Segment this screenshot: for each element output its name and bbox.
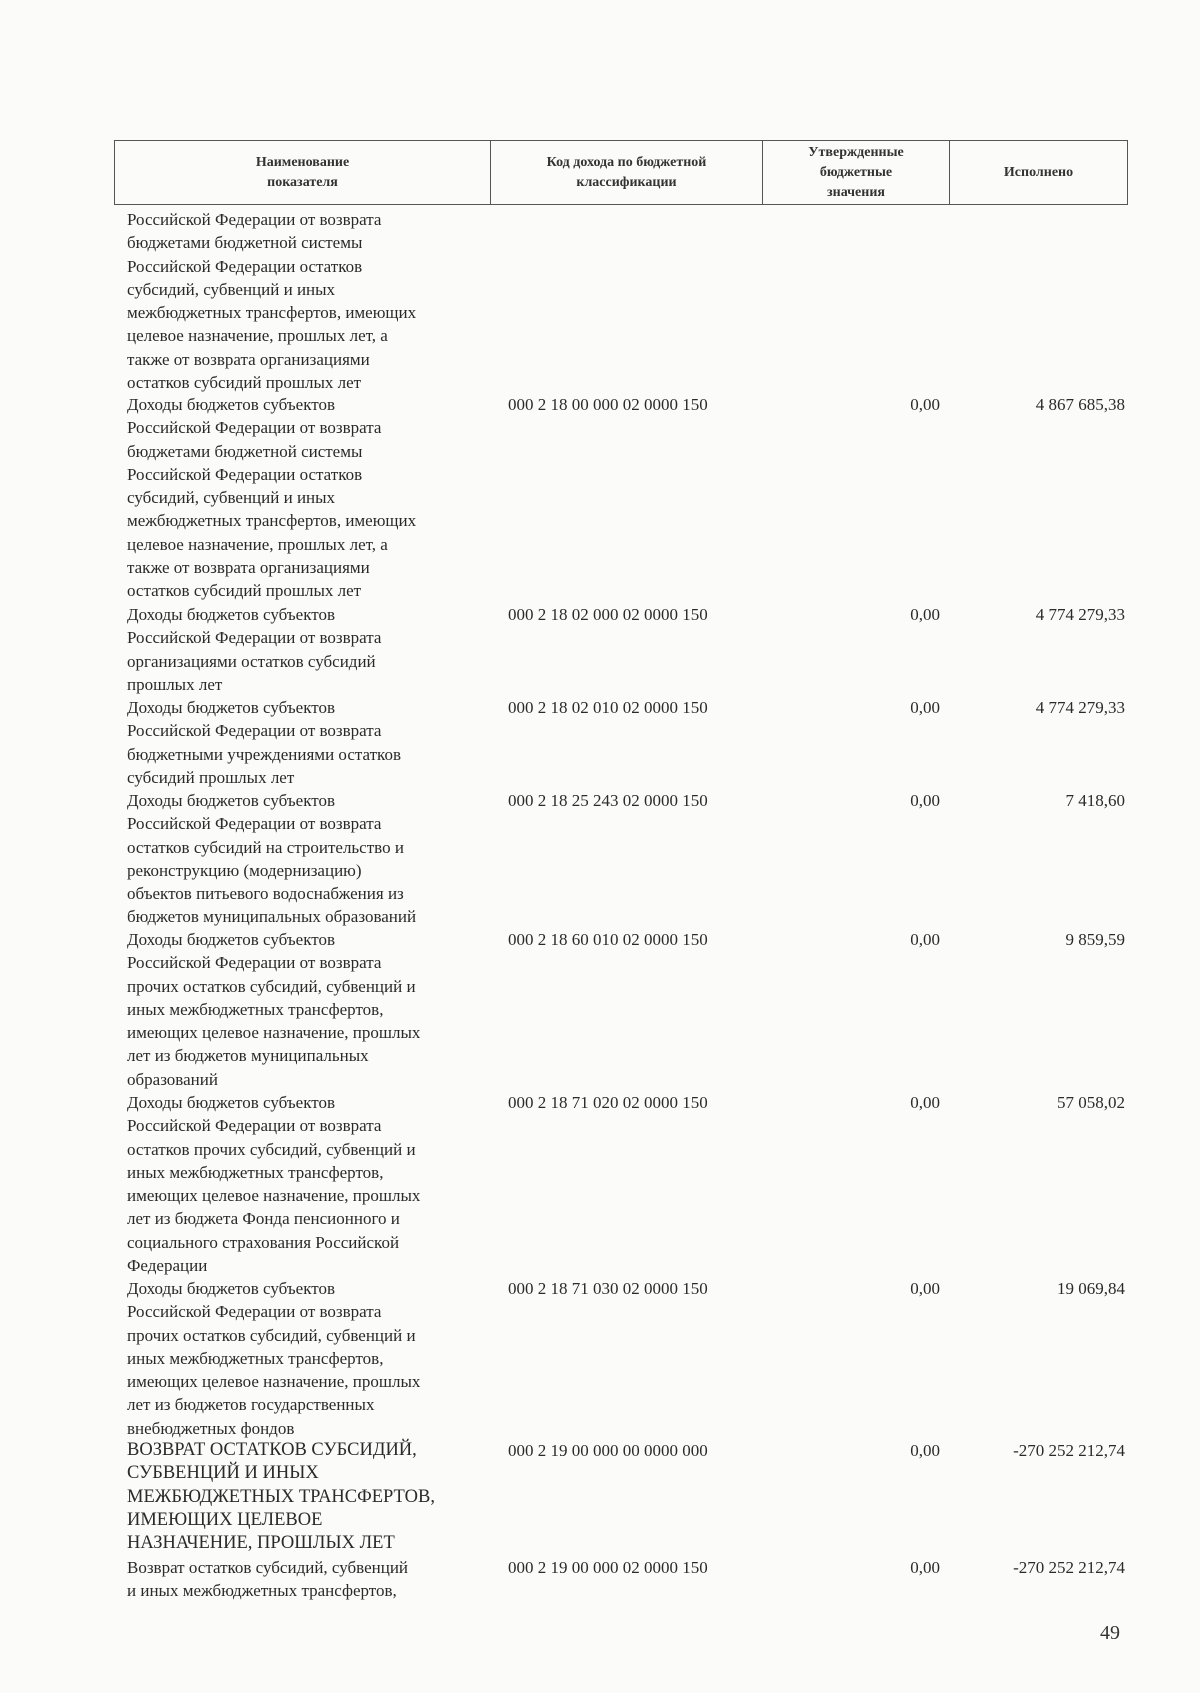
row-name: Доходы бюджетов субъектов Российской Федерации от возврата остатков прочих субсидий, субвенций и иных межбюджетных трансфертов, имеющих целевое назначение, прошлых лет из бюджета Фонда пенсионного и социального страхования Российской Федерации [127, 1093, 421, 1276]
row-approved: 0,00 [910, 1441, 940, 1460]
row-code: 000 2 18 71 020 02 0000 150 [508, 1093, 708, 1112]
row-code: 000 2 18 02 010 02 0000 150 [508, 698, 708, 717]
row-code: 000 2 18 25 243 02 0000 150 [508, 791, 708, 810]
row-name: Доходы бюджетов субъектов Российской Федерации от возврата остатков субсидий на строительство и реконструкцию (модернизацию) объектов питьевого водоснабжения из бюджетов муниципальных образований [127, 791, 417, 927]
row-code: 000 2 18 00 000 02 0000 150 [508, 395, 708, 414]
header-approved: Утвержденные бюджетные значения [808, 144, 904, 200]
row-code: 000 2 18 71 030 02 0000 150 [508, 1279, 708, 1298]
row-executed: 4 774 279,33 [1035, 698, 1125, 717]
row-executed: -270 252 212,74 [1013, 1558, 1125, 1577]
row-approved: 0,00 [910, 1558, 940, 1577]
row-name: Возврат остатков субсидий, субвенций и иных межбюджетных трансфертов, [127, 1558, 409, 1601]
row-executed: 57 058,02 [1057, 1093, 1125, 1112]
row-executed: 4 867 685,38 [1035, 395, 1125, 414]
row-code: 000 2 18 02 000 02 0000 150 [508, 605, 708, 624]
header-executed: Исполнено [1003, 164, 1074, 180]
row-executed: -270 252 212,74 [1013, 1441, 1125, 1460]
row-executed: 4 774 279,33 [1035, 605, 1125, 624]
row-approved: 0,00 [910, 605, 940, 624]
row-approved: 0,00 [910, 1279, 940, 1298]
row-name: Российской Федерации от возврата бюджетами бюджетной системы Российской Федерации остатков субсидий, субвенций и иных межбюджетных трансфертов, имеющих целевое назначение, прошлых лет, а также от возврата организациями остатков субсидий прошлых лет [127, 210, 417, 393]
row-approved: 0,00 [910, 791, 940, 810]
row-name: Доходы бюджетов субъектов Российской Федерации от возврата бюджетными учреждениями остатков субсидий прошлых лет [127, 698, 401, 787]
row-name: Доходы бюджетов субъектов Российской Федерации от возврата бюджетами бюджетной системы Российской Федерации остатков субсидий, субвенций и иных межбюджетных трансфертов, имеющих целевое назначение, прошлых лет, а также от возврата организациями остатков субсидий прошлых лет [127, 395, 417, 601]
header-name: Наименование показателя [255, 154, 350, 190]
row-code: 000 2 19 00 000 02 0000 150 [508, 1558, 708, 1577]
row-name: ВОЗВРАТ ОСТАТКОВ СУБСИДИЙ, СУБВЕНЦИЙ И ИНЫХ МЕЖБЮДЖЕТНЫХ ТРАНСФЕРТОВ, ИМЕЮЩИХ ЦЕЛЕВОЕ НАЗНАЧЕНИЕ, ПРОШЛЫХ ЛЕТ [127, 1440, 435, 1554]
row-executed: 7 418,60 [1065, 791, 1125, 810]
page-number: 49 [1100, 1622, 1120, 1644]
row-approved: 0,00 [910, 1093, 940, 1112]
row-code: 000 2 19 00 000 00 0000 000 [508, 1441, 708, 1460]
row-approved: 0,00 [910, 930, 940, 949]
row-name: Доходы бюджетов субъектов Российской Федерации от возврата прочих остатков субсидий, субвенций и иных межбюджетных трансфертов, имеющих целевое назначение, прошлых лет из бюджетов государственных внебюджетных фондов [127, 1279, 421, 1438]
header-code: Код дохода по бюджетной классификации [546, 154, 707, 190]
row-name: Доходы бюджетов субъектов Российской Федерации от возврата организациями остатков субсидий прошлых лет [127, 605, 382, 694]
row-approved: 0,00 [910, 698, 940, 717]
row-approved: 0,00 [910, 395, 940, 414]
row-code: 000 2 18 60 010 02 0000 150 [508, 930, 708, 949]
row-name: Доходы бюджетов субъектов Российской Федерации от возврата прочих остатков субсидий, субвенций и иных межбюджетных трансфертов, имеющих целевое назначение, прошлых лет из бюджетов муниципальных образований [127, 930, 421, 1089]
row-executed: 19 069,84 [1057, 1279, 1125, 1298]
row-executed: 9 859,59 [1065, 930, 1125, 949]
